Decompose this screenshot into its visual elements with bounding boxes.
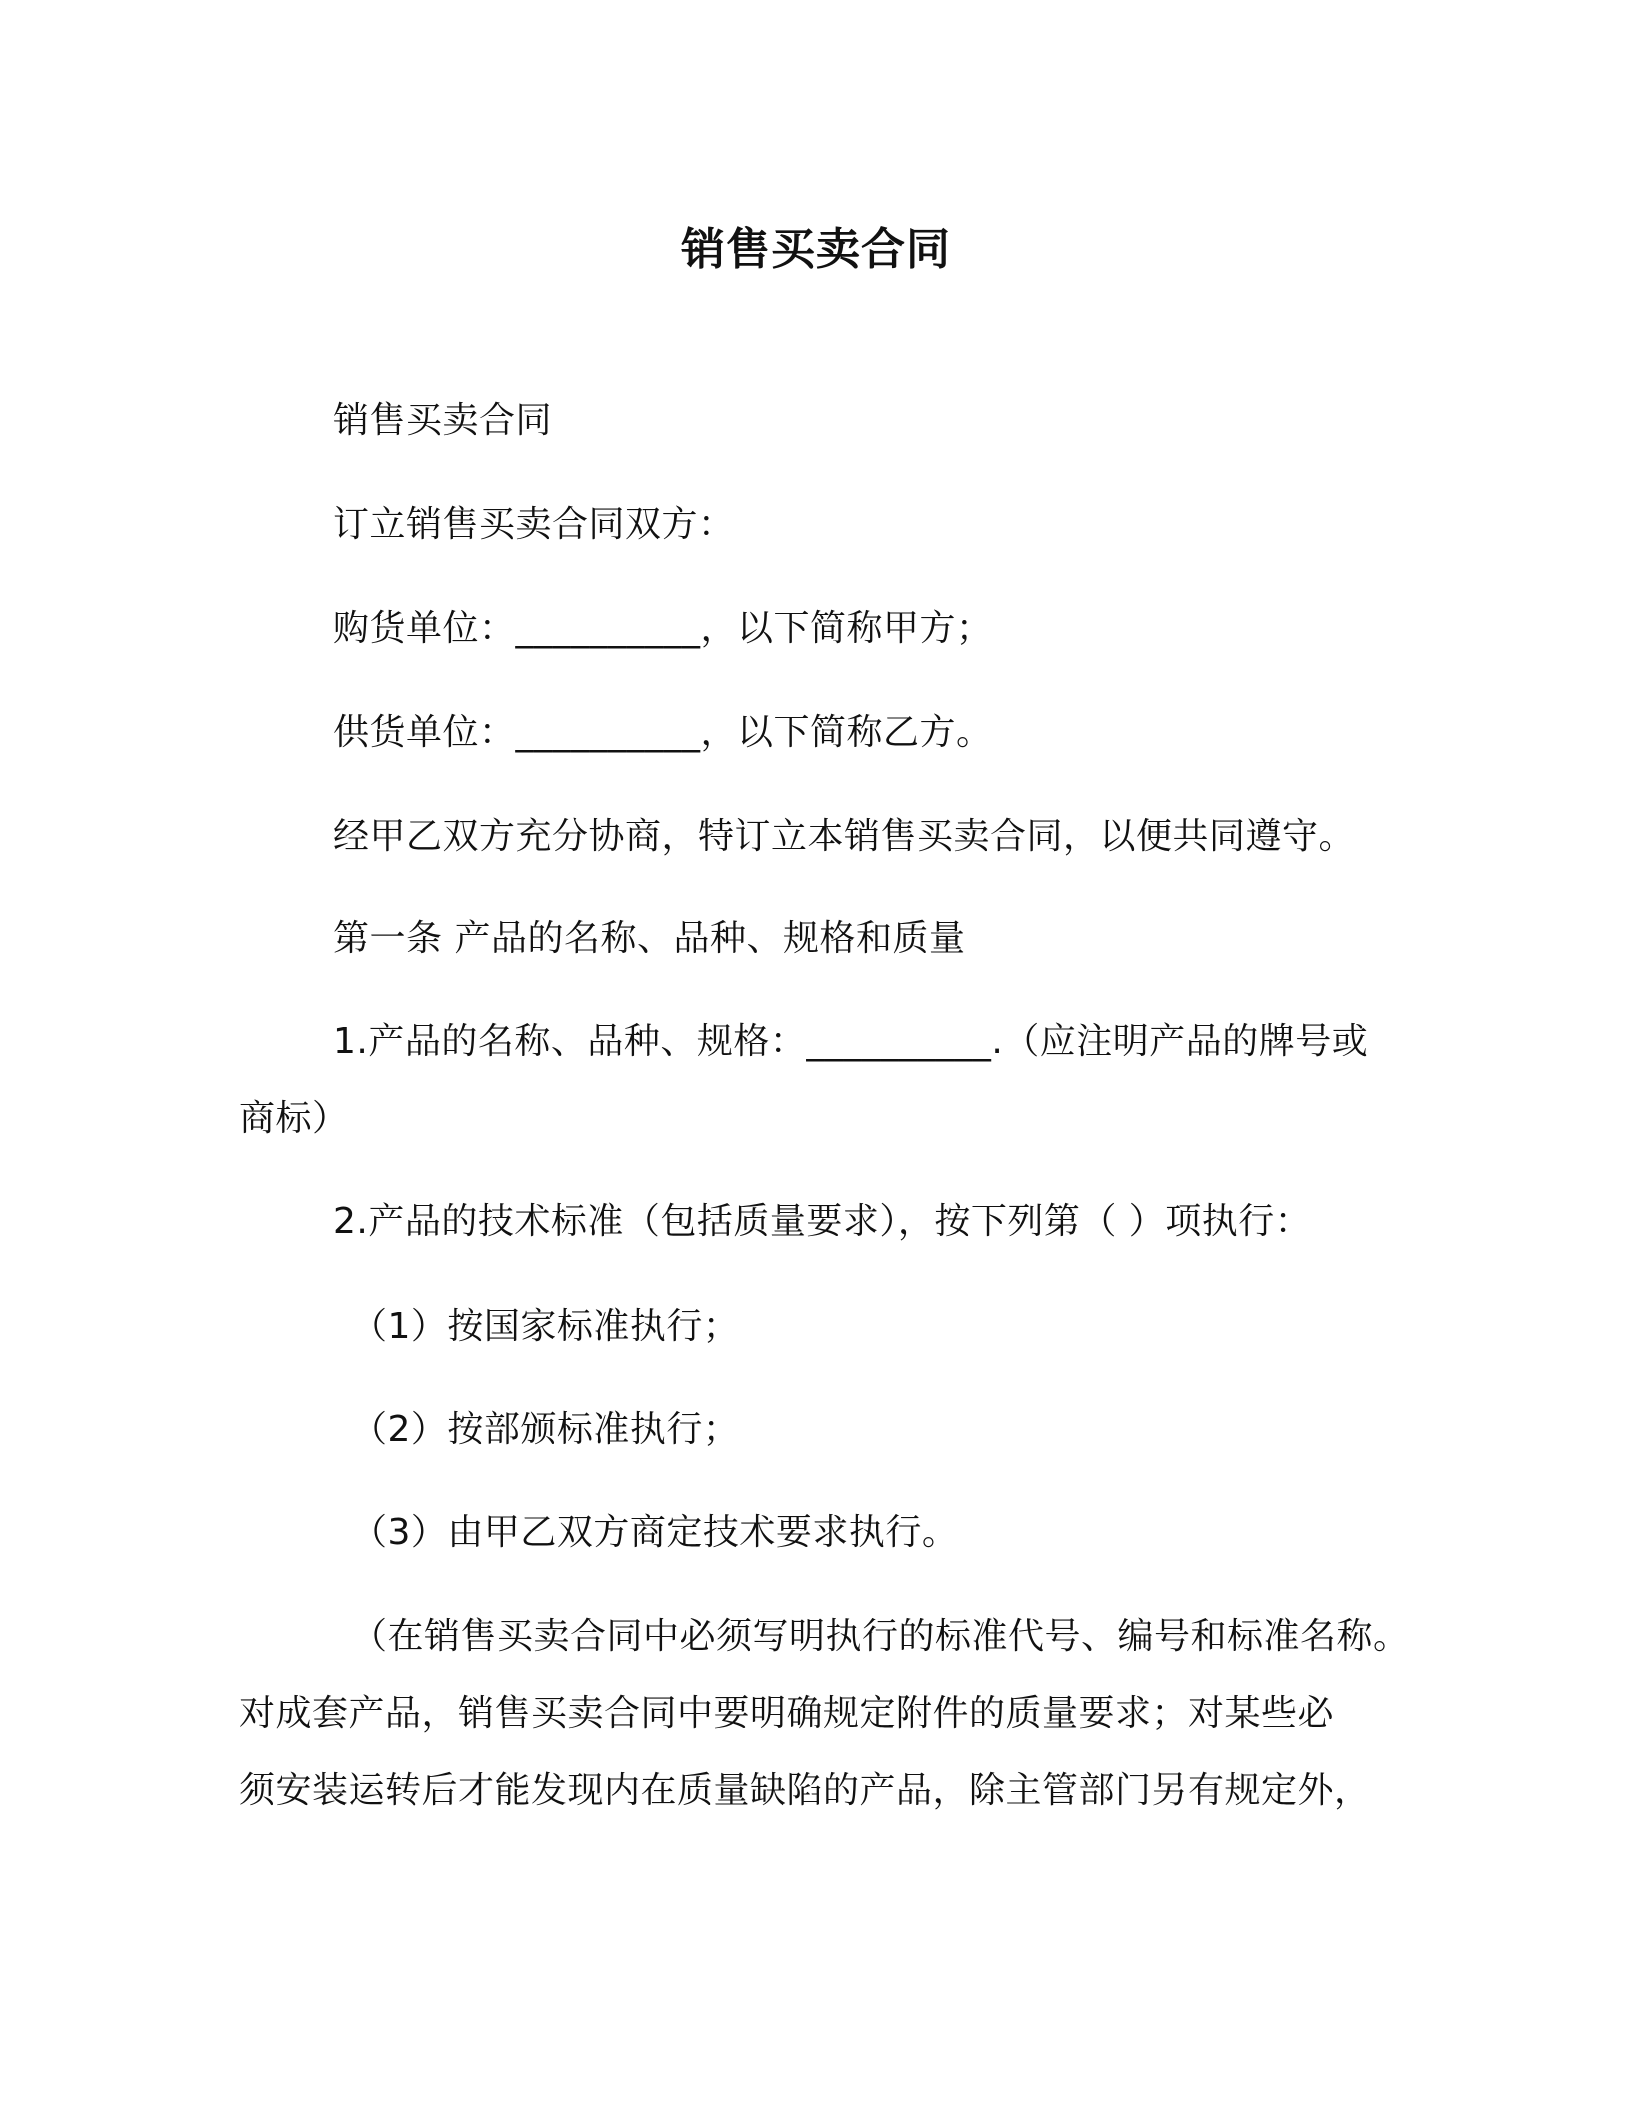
- note-line-3: 须安装运转后才能发现内在质量缺陷的产品，除主管部门另有规定外，: [239, 1770, 1371, 1811]
- document-title: 销售买卖合同: [681, 224, 951, 275]
- clause-1-continuation: 商标）: [239, 1098, 349, 1139]
- note-line-1: （在销售买卖合同中必须写明执行的标准代号、编号和标准名称。: [351, 1616, 1410, 1657]
- subtitle-line: 销售买卖合同: [333, 400, 553, 441]
- option-3-line: （3）由甲乙双方商定技术要求执行。: [351, 1512, 959, 1553]
- option-1-line: （1）按国家标准执行；: [351, 1306, 740, 1347]
- article-one-heading: 第一条 产品的名称、品种、规格和质量: [333, 918, 966, 959]
- seller-line: 供货单位：__________，以下简称乙方。: [333, 712, 993, 753]
- agreement-line: 经甲乙双方充分协商，特订立本销售买卖合同，以便共同遵守。: [333, 816, 1356, 857]
- clause-1-line: 1.产品的名称、品种、规格：__________.（应注明产品的牌号或: [333, 1021, 1369, 1062]
- parties-intro-line: 订立销售买卖合同双方：: [333, 504, 735, 545]
- note-line-2: 对成套产品，销售买卖合同中要明确规定附件的质量要求；对某些必: [239, 1693, 1335, 1734]
- buyer-line: 购货单位：__________，以下简称甲方；: [333, 608, 993, 649]
- clause-2-line: 2.产品的技术标准（包括质量要求），按下列第（ ）项执行：: [333, 1201, 1312, 1242]
- option-2-line: （2）按部颁标准执行；: [351, 1409, 740, 1450]
